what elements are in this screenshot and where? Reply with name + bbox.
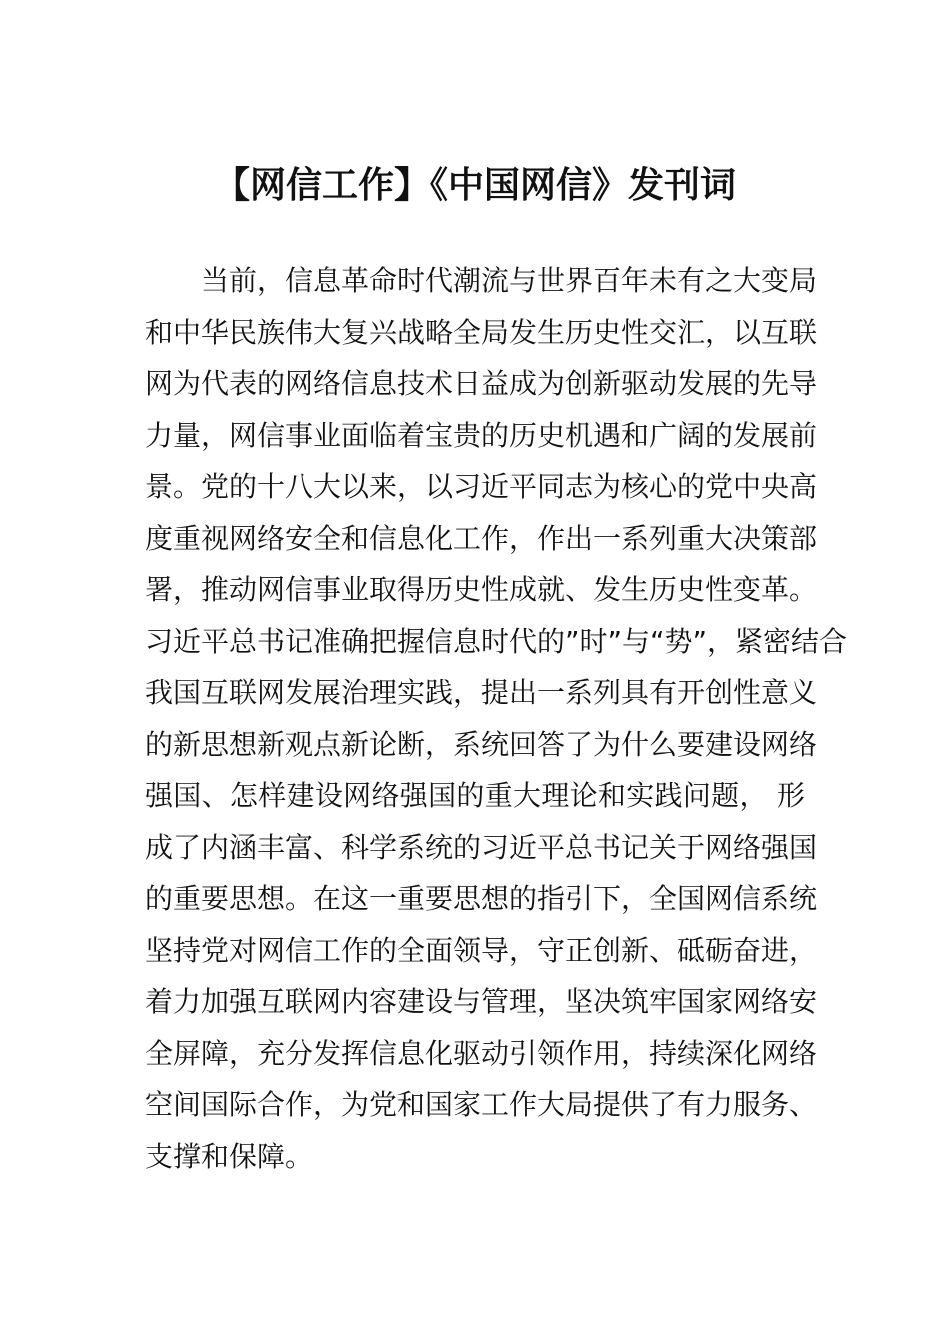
paragraph-line: 的新思想新观点新论断，系统回答了为什么要建设网络: [145, 727, 818, 761]
paragraph-line: 和中华民族伟大复兴战略全局发生历史性交汇，以互联: [145, 315, 818, 349]
paragraph-line: 全屏障，充分发挥信息化驱动引领作用，持续深化网络: [145, 1036, 818, 1070]
paragraph-line: 力量，网信事业面临着宝贵的历史机遇和广阔的发展前: [145, 418, 818, 452]
paragraph-line: 习近平总书记准确把握信息时代的”时”与“势”，紧密结合: [145, 624, 848, 658]
body-paragraph: [145, 255, 848, 1182]
paragraph-line: 空间国际合作，为党和国家工作大局提供了有力服务、: [145, 1088, 818, 1121]
paragraph-line: 当前，信息革命时代潮流与世界百年未有之大变局: [201, 264, 818, 297]
paragraph-line: 度重视网络安全和信息化工作，作出一系列重大决策部: [145, 521, 818, 555]
paragraph-line: 着力加强互联网内容建设与管理，坚决筑牢国家网络安: [145, 985, 818, 1018]
paragraph-line: 署，推动网信事业取得历史性成就、发生历史性变革。: [145, 573, 818, 606]
paragraph-line: 坚持党对网信工作的全面领导，守正创新、砥砺奋进，: [145, 933, 818, 967]
paragraph-line: 网为代表的网络信息技术日益成为创新驱动发展的先导: [145, 367, 818, 400]
paragraph-line: 支撑和保障。: [145, 1139, 314, 1173]
paragraph-line: 我国互联网发展治理实践，提出一系列具有开创性意义: [145, 676, 818, 709]
paragraph-line: 强国、怎样建设网络强国的重大理论和实践问题， 形: [145, 779, 805, 812]
paragraph-line: 景。党的十八大以来，以习近平同志为核心的党中央高: [145, 470, 818, 503]
document-title: 【网信工作】《中国网信》发刊词: [213, 165, 736, 206]
paragraph-line: 成了内涵丰富、科学系统的习近平总书记关于网络强国: [145, 830, 818, 864]
paragraph-line: 的重要思想。在这一重要思想的指引下，全国网信系统: [145, 882, 818, 915]
